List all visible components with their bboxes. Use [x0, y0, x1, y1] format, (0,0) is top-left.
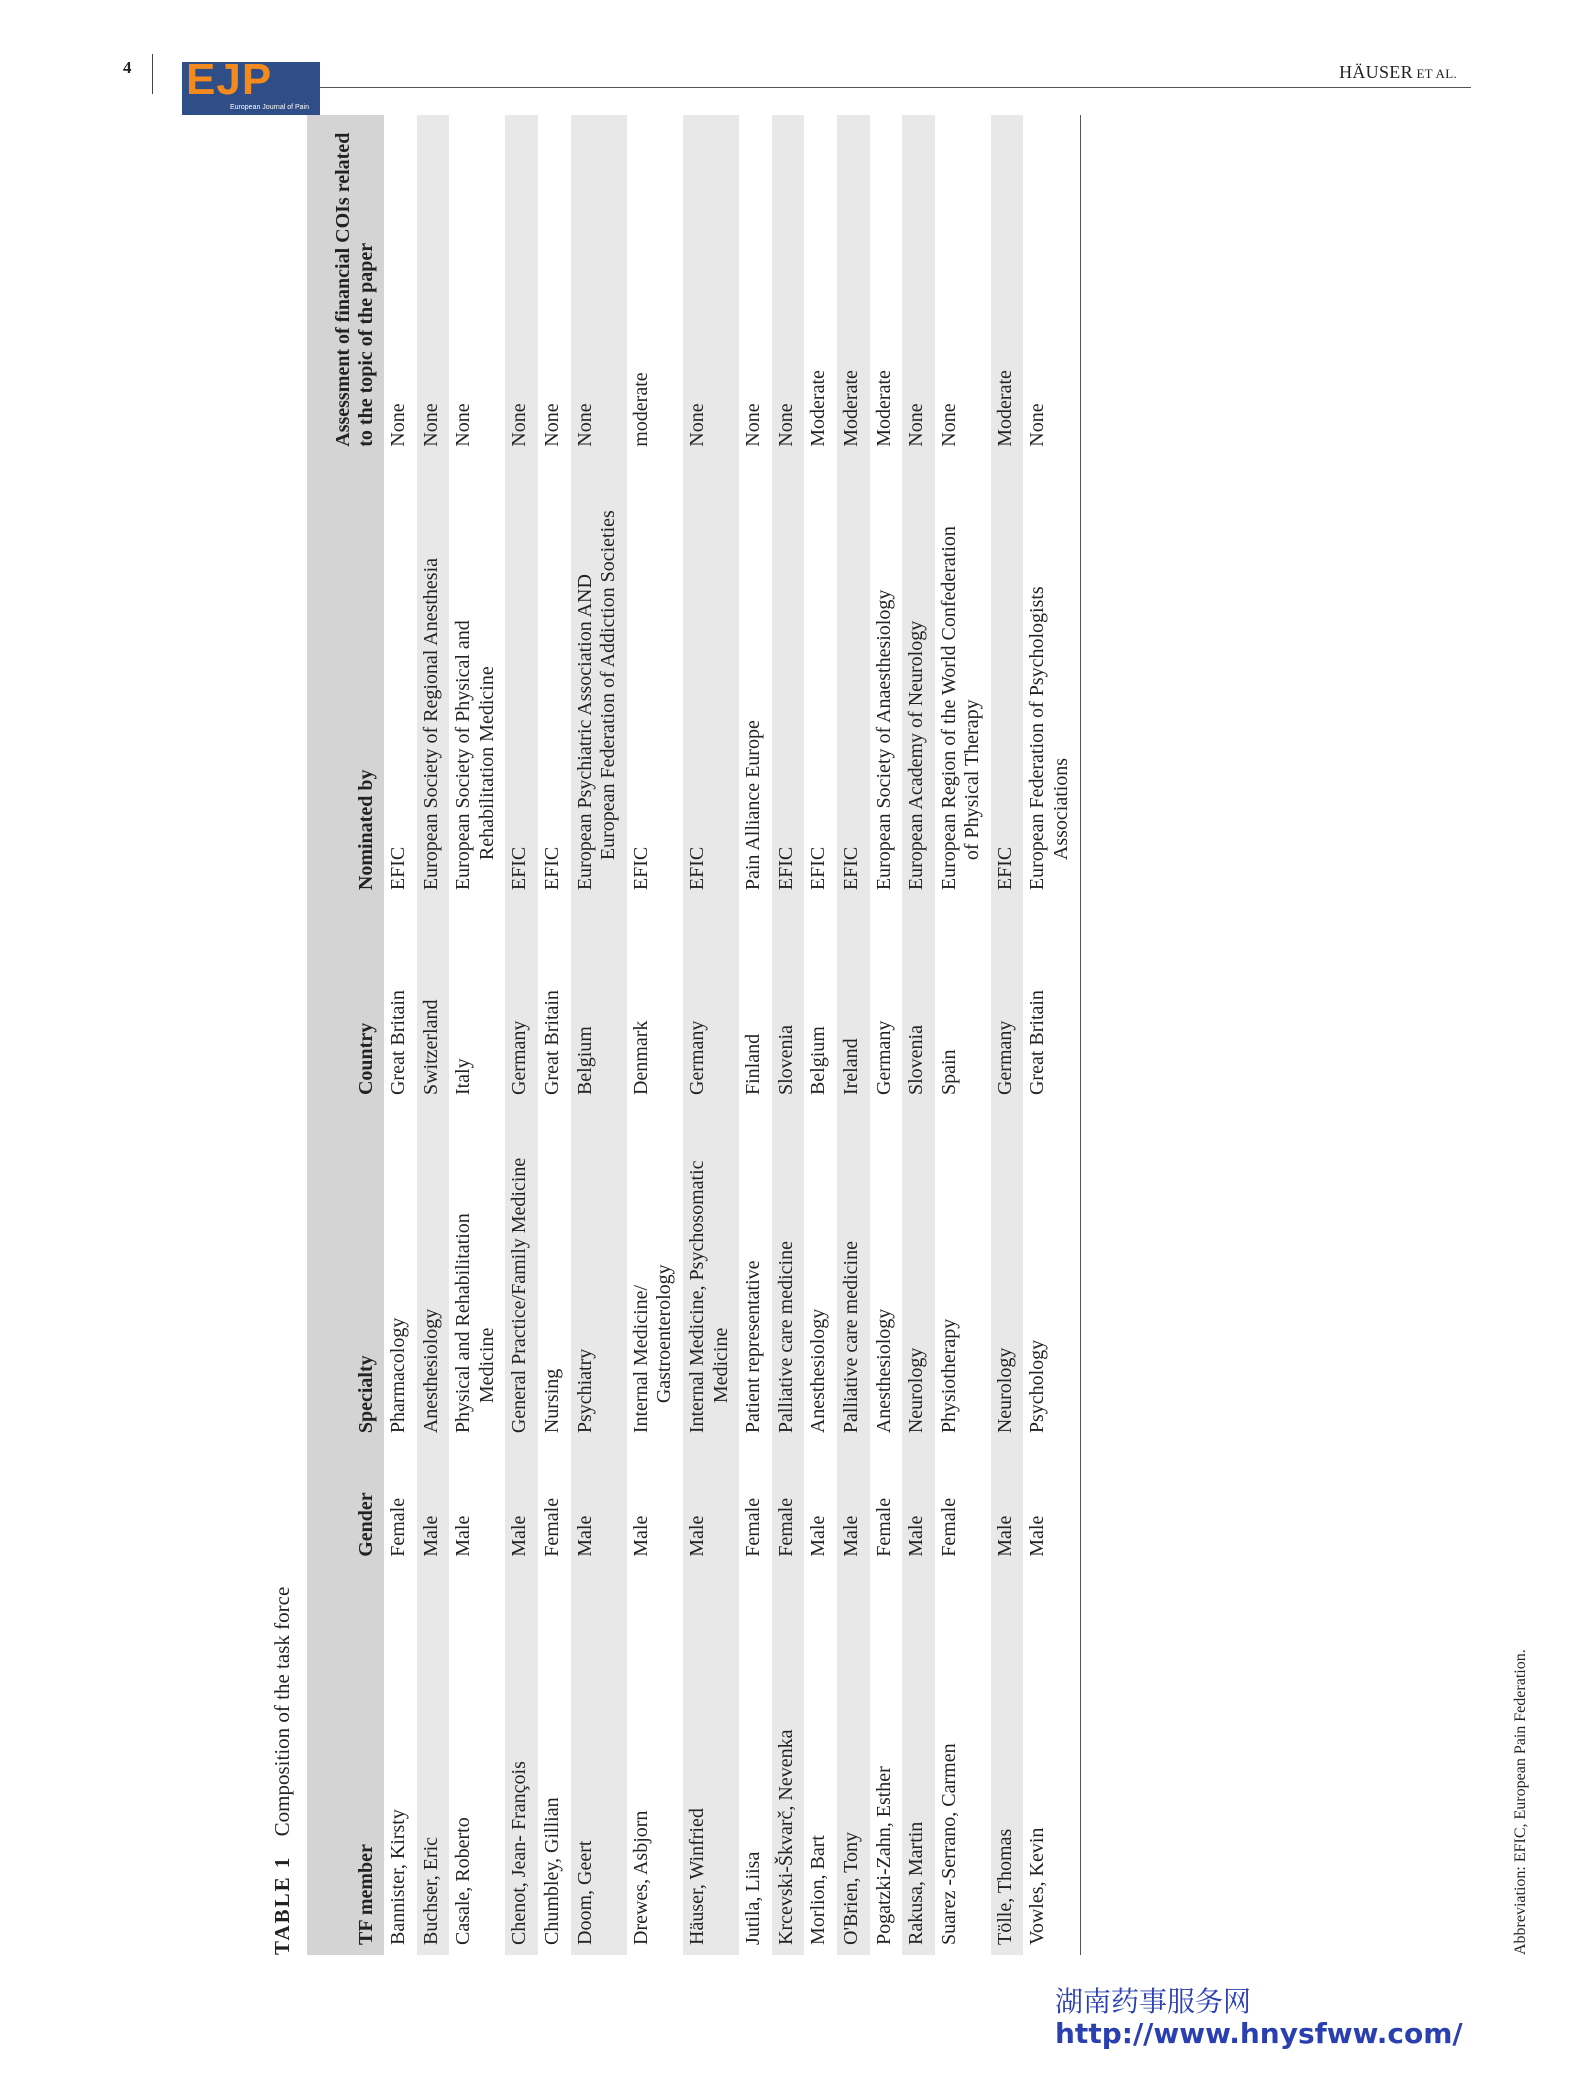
- journal-logo: [182, 55, 320, 115]
- cell-coi: None: [540, 403, 563, 447]
- cell-nominated-by: [571, 457, 627, 900]
- cell-specialty-line: Physical and Rehabilitation: [452, 1213, 475, 1434]
- cell-specialty: [449, 1105, 505, 1443]
- cell-country: Belgium: [571, 900, 627, 1105]
- cell-tf-member: Chumbley, Gillian: [540, 1797, 563, 1945]
- cell-nominated-by: [739, 457, 772, 900]
- cell-specialty-line: Neurology: [905, 1347, 928, 1434]
- cell-tf-member: Casale, Roberto: [452, 1817, 475, 1945]
- header-tf-member: TF member: [307, 1567, 384, 1955]
- cell-country: Slovenia: [902, 900, 935, 1105]
- cell-specialty: [627, 1105, 683, 1443]
- cell-nominated-by: [1023, 457, 1080, 900]
- header-country: Country: [307, 900, 384, 1105]
- cell-tf-member: Suarez -Serrano, Carmen: [937, 1743, 960, 1945]
- cell-nominated-by: [449, 457, 505, 900]
- cell-nominated-by-line: EFIC: [387, 846, 409, 891]
- table-header-row: [307, 115, 384, 1955]
- cell-nominated-by: [935, 457, 991, 900]
- cell-specialty-line: Palliative care medicine: [774, 1241, 797, 1434]
- cell-gender: Male: [1023, 1443, 1080, 1567]
- cell-specialty: [505, 1105, 538, 1443]
- cell-gender: Male: [807, 1515, 830, 1557]
- cell-country: Belgium: [807, 1026, 830, 1096]
- cell-nominated-by-line: EFIC: [774, 846, 797, 891]
- table-row: [837, 115, 870, 1955]
- cell-tf-member: Doom, Geert: [571, 1567, 627, 1955]
- cell-specialty-line: Anesthesiology: [872, 1308, 895, 1434]
- table-row: [538, 115, 571, 1955]
- cell-tf-member: O'Brien, Tony: [837, 1567, 870, 1955]
- cell-specialty: [1023, 1105, 1080, 1443]
- running-head-suffix: ET AL.: [1412, 66, 1457, 81]
- cell-gender: Male: [505, 1443, 538, 1567]
- cell-coi: None: [452, 403, 475, 447]
- cell-specialty: [870, 1105, 903, 1443]
- header-specialty: Specialty: [307, 1105, 384, 1443]
- table-caption-text: Composition of the task force: [270, 1586, 294, 1837]
- cell-nominated-by: [417, 457, 450, 900]
- cell-nominated-by: [870, 457, 903, 900]
- cell-gender: Male: [902, 1443, 935, 1567]
- table-row: [804, 115, 837, 1955]
- cell-country: Italy: [452, 1058, 475, 1096]
- cell-coi: Moderate: [872, 370, 895, 447]
- cell-specialty-line: Internal Medicine/: [629, 1284, 652, 1434]
- cell-coi: None: [505, 115, 538, 457]
- cell-coi: None: [742, 403, 765, 447]
- cell-nominated-by: [627, 457, 683, 900]
- cell-specialty: [804, 1105, 837, 1443]
- header-nominated-by: Nominated by: [307, 457, 384, 900]
- cell-nominated-by-line: Pain Alliance Europe: [742, 720, 765, 891]
- cell-nominated-by-line: European Region of the World Confederation: [937, 526, 960, 891]
- cell-country: Finland: [742, 1033, 765, 1096]
- cell-coi: moderate: [629, 372, 652, 447]
- cell-gender: Female: [540, 1497, 563, 1557]
- cell-tf-member: Bannister, Kirsty: [387, 1809, 409, 1945]
- cell-nominated-by: [804, 457, 837, 900]
- cell-nominated-by-line: EFIC: [540, 846, 563, 891]
- rotated-table-area: [270, 115, 1529, 1955]
- cell-country: Slovenia: [772, 900, 805, 1105]
- cell-coi: Moderate: [807, 370, 830, 447]
- cell-specialty: [935, 1105, 991, 1443]
- cell-nominated-by: [683, 457, 739, 900]
- cell-coi: None: [1023, 115, 1080, 457]
- task-force-table: [307, 115, 1081, 1955]
- cell-nominated-by-line: EFIC: [685, 846, 708, 891]
- cell-coi: Moderate: [991, 115, 1024, 457]
- cell-coi: None: [937, 403, 960, 447]
- cell-tf-member: Buchser, Eric: [417, 1567, 450, 1955]
- running-head: [1339, 62, 1457, 83]
- page-number: 4: [123, 58, 132, 77]
- table-row: [772, 115, 805, 1955]
- cell-specialty-line: Gastroenterology: [653, 1264, 676, 1404]
- cell-coi: None: [417, 115, 450, 457]
- header-divider: [152, 54, 153, 94]
- table-row: [505, 115, 538, 1955]
- cell-country: Germany: [991, 900, 1024, 1105]
- cell-coi: None: [387, 403, 409, 447]
- table-row: [935, 115, 991, 1955]
- table-row: [627, 115, 683, 1955]
- cell-nominated-by-line: EFIC: [629, 846, 652, 891]
- cell-nominated-by-line: European Society of Regional Anesthesia: [419, 557, 442, 891]
- logo-text: EJP: [186, 55, 273, 104]
- cell-tf-member: Chenot, Jean- François: [505, 1567, 538, 1955]
- cell-country: Germany: [505, 900, 538, 1105]
- cell-specialty-line: Anesthesiology: [419, 1308, 442, 1434]
- table-row: [449, 115, 505, 1955]
- cell-gender: Male: [683, 1443, 739, 1567]
- cell-nominated-by: [384, 457, 417, 900]
- cell-specialty-line: Medicine: [475, 1327, 498, 1404]
- table-row: [683, 115, 739, 1955]
- cell-nominated-by-line: EFIC: [839, 846, 862, 891]
- cell-specialty-line: Psychology: [1026, 1339, 1049, 1434]
- cell-specialty-line: Physiotherapy: [937, 1318, 960, 1434]
- cell-tf-member: Jutila, Liisa: [742, 1851, 765, 1945]
- cell-specialty-line: Internal Medicine, Psychosomatic: [685, 1160, 708, 1434]
- cell-coi: None: [902, 115, 935, 457]
- cell-nominated-by-line: European Academy of Neurology: [905, 620, 928, 891]
- cell-nominated-by-line: of Physical Therapy: [961, 699, 984, 861]
- cell-coi: None: [571, 115, 627, 457]
- table-row: [991, 115, 1024, 1955]
- cell-specialty: [837, 1105, 870, 1443]
- cell-tf-member: Krcevski-Škvarč, Nevenka: [772, 1567, 805, 1955]
- cell-specialty-line: Nursing: [540, 1368, 563, 1434]
- cell-nominated-by-line: Rehabilitation Medicine: [475, 666, 498, 861]
- cell-specialty-line: Pharmacology: [387, 1317, 409, 1434]
- header-rule: [318, 87, 1471, 88]
- cell-gender: Female: [742, 1497, 765, 1557]
- cell-gender: Male: [629, 1515, 652, 1557]
- table-row: [902, 115, 935, 1955]
- cell-specialty: [538, 1105, 571, 1443]
- cell-specialty: [384, 1105, 417, 1443]
- cell-nominated-by-line: European Psychiatric Association AND: [573, 574, 596, 891]
- cell-coi: None: [683, 115, 739, 457]
- table-row: [384, 115, 417, 1955]
- cell-gender: Male: [571, 1443, 627, 1567]
- cell-nominated-by-line: European Federation of Addiction Societies: [597, 510, 620, 861]
- cell-nominated-by: [505, 457, 538, 900]
- table-row: [1023, 115, 1080, 1955]
- cell-specialty-line: Palliative care medicine: [839, 1241, 862, 1434]
- cell-nominated-by: [991, 457, 1024, 900]
- cell-nominated-by: [837, 457, 870, 900]
- cell-gender: Female: [872, 1497, 895, 1557]
- cell-nominated-by-line: European Society of Anaesthesiology: [872, 589, 895, 891]
- abbreviation-note: Abbreviation: EFIC, European Pain Federation.: [1512, 1649, 1529, 1955]
- running-head-author: HÄUSER: [1339, 62, 1413, 82]
- cell-nominated-by: [772, 457, 805, 900]
- table-label: TABLE 1: [270, 1855, 294, 1955]
- cell-country: Spain: [937, 1049, 960, 1096]
- cell-nominated-by-line: European Society of Physical and: [452, 620, 475, 891]
- cell-specialty: [991, 1105, 1024, 1443]
- cell-tf-member: Morlion, Bart: [807, 1835, 830, 1945]
- cell-country: Great Britain: [387, 990, 409, 1096]
- cell-specialty-line: General Practice/Family Medicine: [508, 1157, 531, 1434]
- cell-gender: Male: [837, 1443, 870, 1567]
- header-coi-assessment: Assessment of financial COIs related to the topic of the paper: [307, 115, 384, 457]
- table-row: [571, 115, 627, 1955]
- header-gender: Gender: [307, 1443, 384, 1567]
- watermark-url[interactable]: http://www.hnysfww.com/: [1055, 2017, 1463, 2050]
- cell-country: Denmark: [629, 1020, 652, 1096]
- cell-tf-member: Vowles, Kevin: [1023, 1567, 1080, 1955]
- cell-gender: Female: [937, 1497, 960, 1557]
- cell-gender: Male: [452, 1515, 475, 1557]
- cell-specialty-line: Anesthesiology: [807, 1308, 830, 1434]
- cell-tf-member: Pogatzki-Zahn, Esther: [872, 1766, 895, 1945]
- cell-nominated-by-line: Associations: [1050, 757, 1073, 861]
- cell-specialty: [417, 1105, 450, 1443]
- cell-country: Germany: [683, 900, 739, 1105]
- cell-nominated-by-line: European Federation of Psychologists: [1026, 586, 1049, 891]
- cell-tf-member: Häuser, Winfried: [683, 1567, 739, 1955]
- cell-coi: Moderate: [837, 115, 870, 457]
- cell-nominated-by: [902, 457, 935, 900]
- cell-nominated-by-line: EFIC: [807, 846, 830, 891]
- cell-specialty: [772, 1105, 805, 1443]
- table-caption: [270, 1587, 295, 1955]
- cell-specialty-line: Patient representative: [742, 1260, 765, 1434]
- cell-country: Great Britain: [1023, 900, 1080, 1105]
- table-body: [384, 115, 1080, 1955]
- table-row: [739, 115, 772, 1955]
- table-row: [417, 115, 450, 1955]
- cell-specialty: [902, 1105, 935, 1443]
- cell-tf-member: Tölle, Thomas: [991, 1567, 1024, 1955]
- cell-gender: Male: [417, 1443, 450, 1567]
- cell-specialty-line: Psychiatry: [573, 1348, 596, 1434]
- watermark-chinese: 湖南药事服务网: [1055, 1985, 1252, 2018]
- cell-country: Great Britain: [540, 990, 563, 1096]
- cell-specialty: [571, 1105, 627, 1443]
- cell-nominated-by: [538, 457, 571, 900]
- cell-specialty-line: Medicine: [709, 1327, 732, 1404]
- cell-gender: Male: [991, 1443, 1024, 1567]
- cell-specialty: [683, 1105, 739, 1443]
- cell-nominated-by-line: EFIC: [508, 846, 531, 891]
- table-row: [870, 115, 903, 1955]
- cell-coi: None: [772, 115, 805, 457]
- cell-specialty: [739, 1105, 772, 1443]
- cell-tf-member: Drewes, Asbjorn: [629, 1810, 652, 1945]
- cell-tf-member: Rakusa, Martin: [902, 1567, 935, 1955]
- cell-gender: Female: [772, 1443, 805, 1567]
- cell-gender: Female: [387, 1497, 409, 1557]
- cell-nominated-by-line: EFIC: [993, 846, 1016, 891]
- cell-country: Ireland: [837, 900, 870, 1105]
- cell-country: Switzerland: [417, 900, 450, 1105]
- cell-specialty-line: Neurology: [993, 1347, 1016, 1434]
- cell-country: Germany: [872, 1020, 895, 1096]
- logo-subtitle: European Journal of Pain: [230, 104, 309, 111]
